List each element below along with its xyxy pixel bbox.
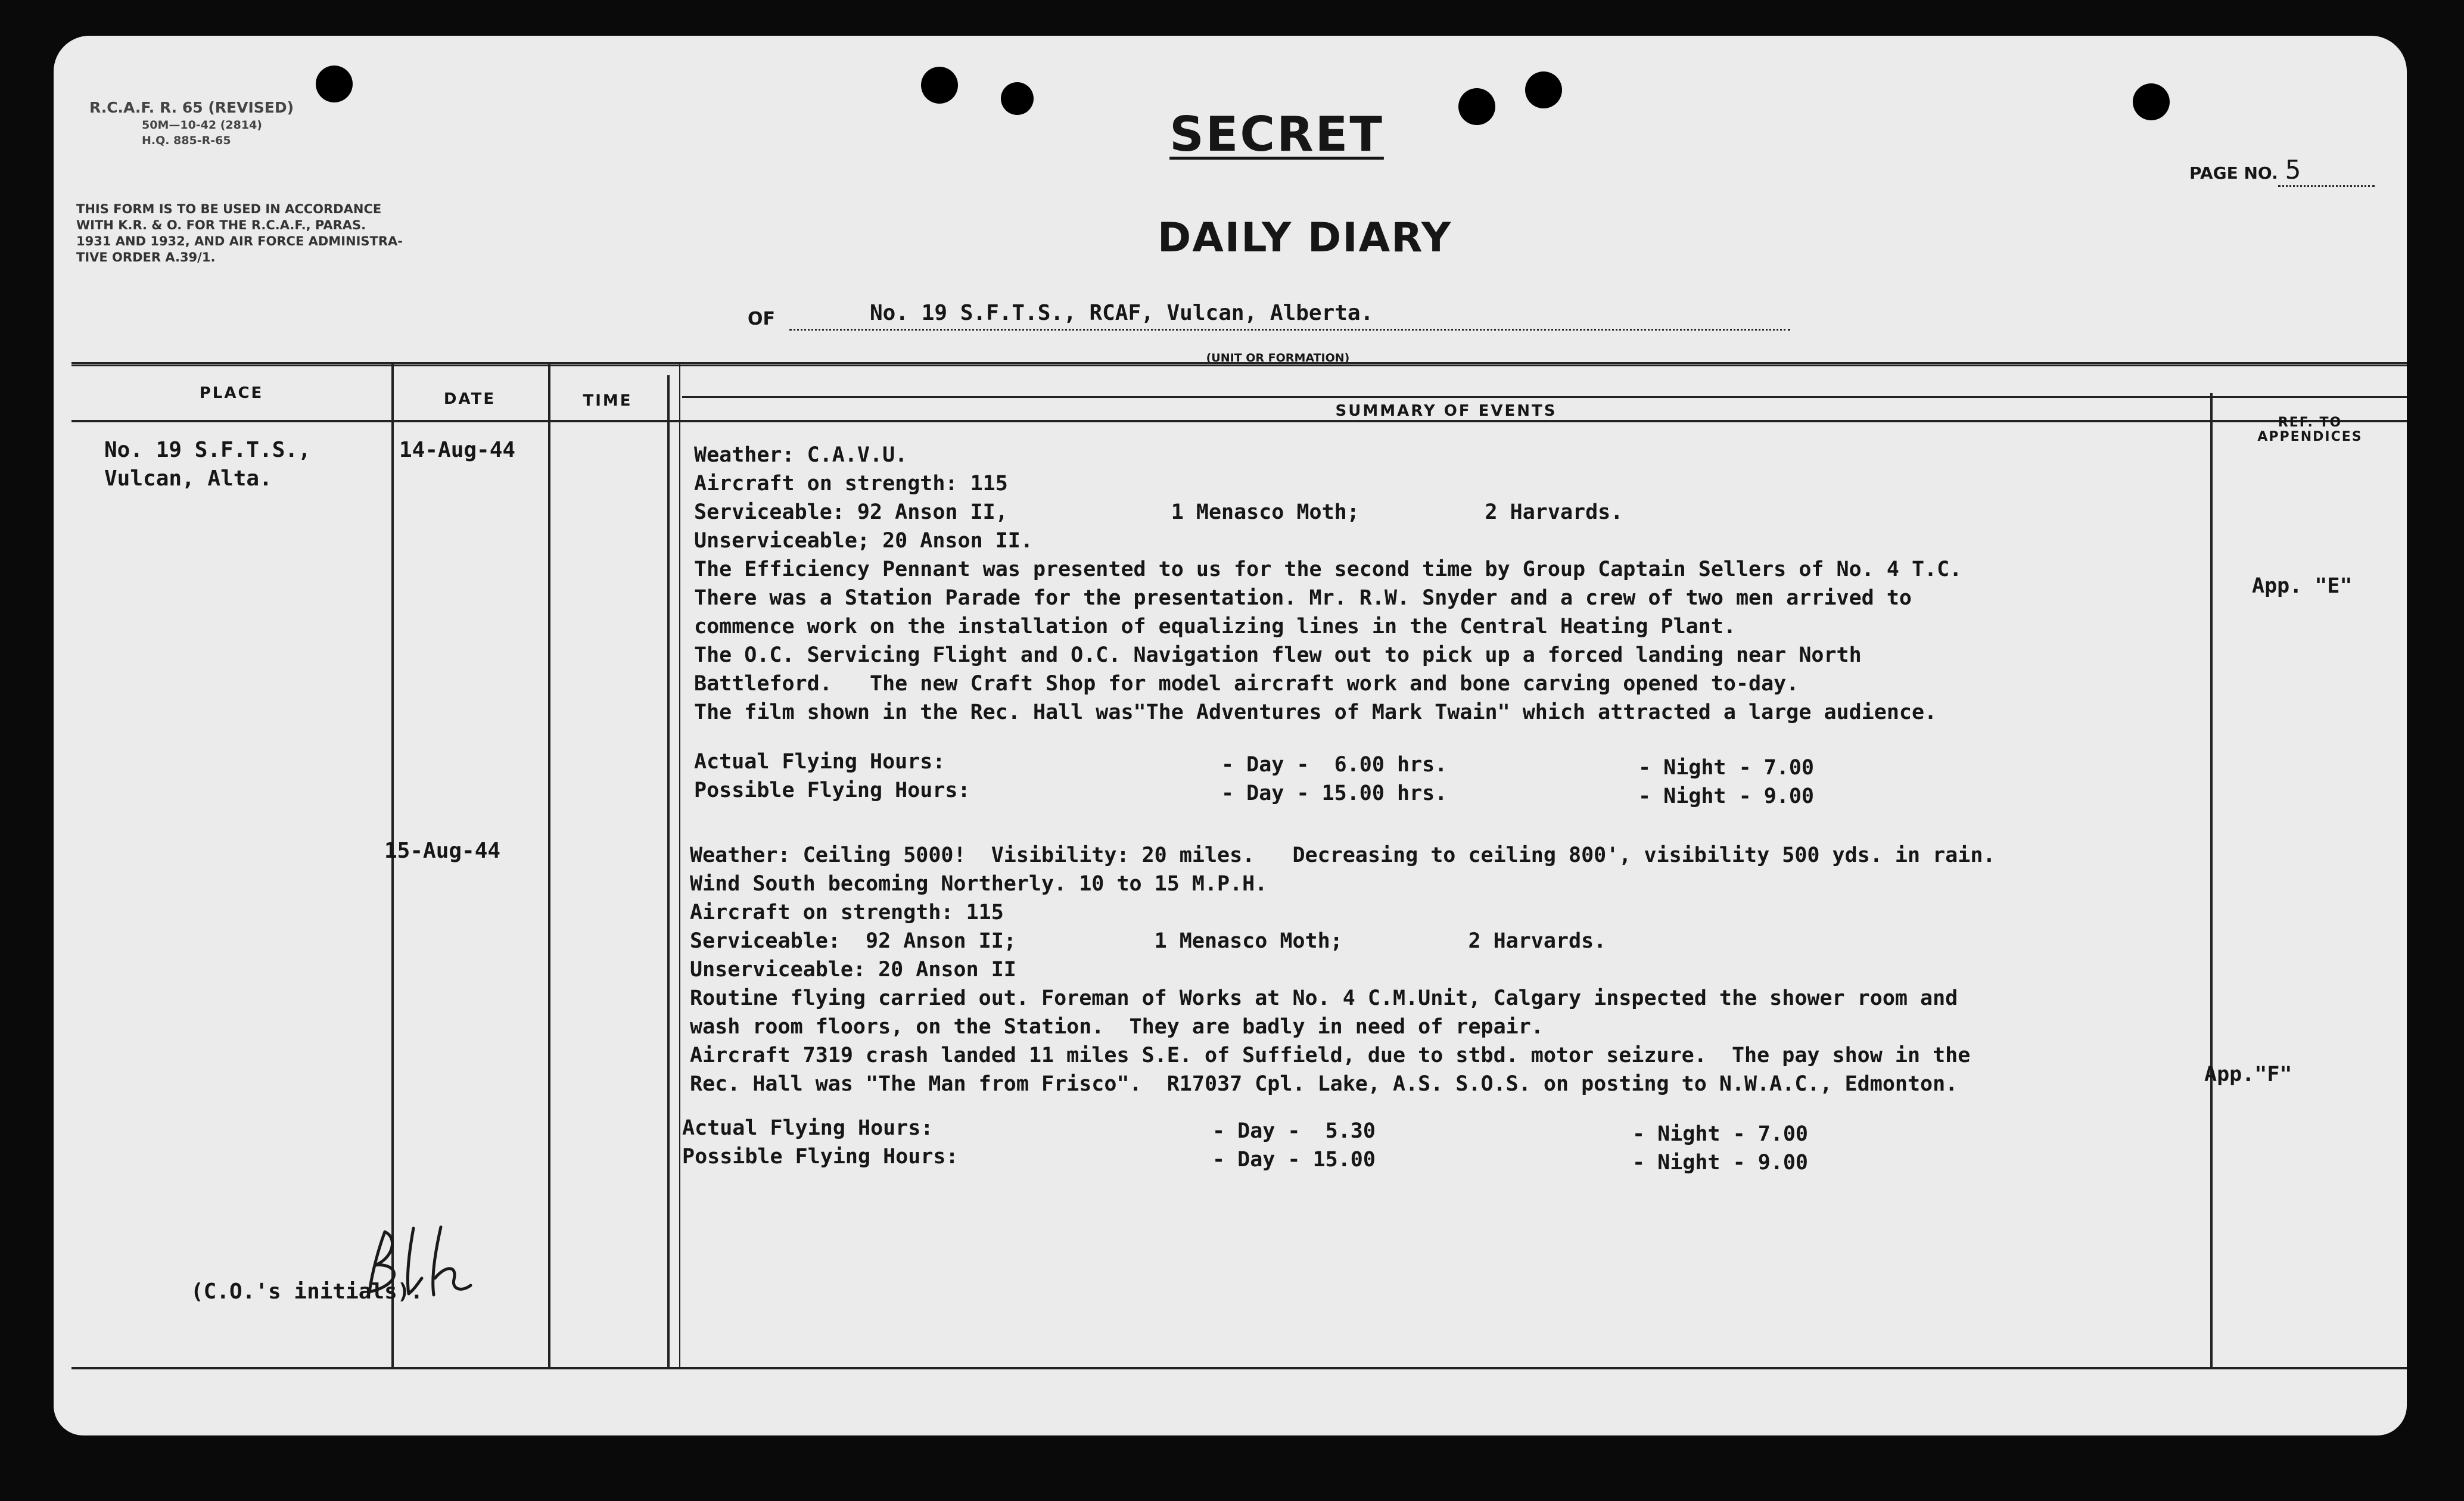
summary-line: Unserviceable; 20 Anson II. bbox=[694, 529, 1033, 553]
summary-line: wash room floors, on the Station. They are badly in need of repair. bbox=[690, 1015, 1544, 1039]
page-number-label: PAGE NO. bbox=[2189, 163, 2278, 183]
unit-caption: (UNIT OR FORMATION) bbox=[1206, 351, 1350, 365]
summary-line: Unserviceable: 20 Anson II bbox=[690, 958, 1016, 982]
authority-notice-line: WITH K.R. & O. FOR THE R.C.A.F., PARAS. bbox=[76, 218, 366, 232]
summary-line: Wind South becoming Northerly. 10 to 15 M.P.H. bbox=[690, 872, 1268, 896]
hours-day: - Day - 15.00 hrs. bbox=[1221, 781, 1448, 805]
header-place: PLACE bbox=[199, 384, 264, 402]
hours-day: - Day - 6.00 hrs. bbox=[1221, 753, 1448, 777]
table-top-rule bbox=[71, 365, 2407, 366]
summary-header-rule bbox=[682, 396, 2407, 398]
entry-date: 14-Aug-44 bbox=[399, 438, 516, 462]
hours-night: - Night - 9.00 bbox=[1632, 1151, 1809, 1175]
punch-hole bbox=[1001, 82, 1034, 115]
summary-line: commence work on the installation of equalizing lines in the Central Heating Plant. bbox=[694, 615, 1736, 639]
authority-notice-line: THIS FORM IS TO BE USED IN ACCORDANCE bbox=[76, 202, 382, 216]
summary-line: Serviceable: 92 Anson II, 1 Menasco Moth; 2 Harvards. bbox=[694, 500, 1623, 524]
authority-notice bbox=[76, 201, 529, 266]
place-line: No. 19 S.F.T.S., bbox=[104, 438, 311, 462]
summary-line: The Efficiency Pennant was presented to us for the second time by Group Captain Sellers of No. 4 T.C. bbox=[694, 558, 1962, 581]
table-bottom-rule bbox=[71, 1367, 2407, 1369]
header-date: DATE bbox=[443, 390, 496, 408]
diary-page bbox=[54, 36, 2407, 1435]
authority-notice-line: TIVE ORDER A.39/1. bbox=[76, 250, 216, 264]
column-divider bbox=[2210, 393, 2213, 1369]
header-summary: SUMMARY OF EVENTS bbox=[1335, 402, 1557, 420]
hours-label: Actual Flying Hours: bbox=[694, 750, 945, 774]
co-initials-label: (C.O.'s initials). bbox=[191, 1279, 424, 1304]
summary-line: Weather: Ceiling 5000! Visibility: 20 miles. Decreasing to ceiling 800', visibility 500 yds. in rain. bbox=[690, 843, 1996, 867]
header-time: TIME bbox=[583, 392, 633, 410]
diary-title: DAILY DIARY bbox=[1157, 214, 1452, 261]
form-identifier bbox=[89, 98, 294, 148]
unit-value: No. 19 S.F.T.S., RCAF, Vulcan, Alberta. bbox=[789, 298, 1790, 331]
hours-label: Possible Flying Hours: bbox=[682, 1145, 959, 1169]
punch-hole bbox=[1525, 71, 1562, 108]
summary-line: Serviceable: 92 Anson II; 1 Menasco Moth; 2 Harvards. bbox=[690, 929, 1607, 953]
punch-hole bbox=[2133, 83, 2170, 120]
form-print-code: 50M—10-42 (2814) bbox=[142, 119, 262, 132]
punch-hole bbox=[921, 67, 958, 104]
page-number-field bbox=[2189, 155, 2375, 187]
authority-notice-line: 1931 AND 1932, AND AIR FORCE ADMINISTRA- bbox=[76, 234, 403, 248]
summary-line: Aircraft on strength: 115 bbox=[694, 472, 1008, 496]
column-divider bbox=[679, 362, 680, 1369]
summary-line: Rec. Hall was "The Man from Frisco". R17037 Cpl. Lake, A.S. S.O.S. on posting to N.W.A.C., Edmonton. bbox=[690, 1072, 1958, 1096]
punch-hole bbox=[316, 66, 353, 102]
co-initials-signature bbox=[351, 1221, 494, 1310]
hours-day: - Day - 15.00 bbox=[1212, 1148, 1376, 1172]
summary-line: The O.C. Servicing Flight and O.C. Navigation flew out to pick up a forced landing near North bbox=[694, 643, 1862, 667]
hours-night: - Night - 9.00 bbox=[1638, 784, 1815, 808]
hours-night: - Night - 7.00 bbox=[1638, 756, 1815, 780]
hours-label: Possible Flying Hours: bbox=[694, 778, 970, 802]
header-ref-line2: APPENDICES bbox=[2257, 429, 2363, 444]
column-divider bbox=[548, 362, 550, 1369]
place-line: Vulcan, Alta. bbox=[104, 466, 272, 491]
summary-line: Aircraft 7319 crash landed 11 miles S.E. of Suffield, due to stbd. motor seizure. The pay show in the bbox=[690, 1044, 1971, 1067]
security-classification: SECRET bbox=[1169, 107, 1384, 162]
summary-line: Aircraft on strength: 115 bbox=[690, 901, 1004, 924]
column-divider bbox=[391, 362, 394, 1369]
summary-line: Weather: C.A.V.U. bbox=[694, 443, 908, 467]
hours-label: Actual Flying Hours: bbox=[682, 1116, 934, 1140]
punch-hole bbox=[1458, 88, 1495, 125]
form-hq-code: H.Q. 885-R-65 bbox=[142, 134, 231, 147]
appendix-reference: App."F" bbox=[2204, 1063, 2292, 1086]
page-number-value: 5 bbox=[2278, 155, 2375, 187]
summary-line: Battleford. The new Craft Shop for model aircraft work and bone carving opened to-day. bbox=[694, 672, 1799, 696]
summary-line: Routine flying carried out. Foreman of Works at No. 4 C.M.Unit, Calgary inspected the shower room and bbox=[690, 986, 1958, 1010]
hours-day: - Day - 5.30 bbox=[1212, 1119, 1376, 1143]
form-number: R.C.A.F. R. 65 (REVISED) bbox=[89, 99, 294, 116]
hours-night: - Night - 7.00 bbox=[1632, 1122, 1809, 1146]
table-top-rule bbox=[71, 362, 2407, 365]
column-divider bbox=[667, 375, 670, 1369]
summary-line: There was a Station Parade for the presentation. Mr. R.W. Snyder and a crew of two men arrived to bbox=[694, 586, 1912, 610]
header-ref-line1: REF. TO bbox=[2278, 415, 2342, 430]
header-bottom-rule bbox=[71, 420, 2407, 422]
appendix-reference: App. "E" bbox=[2252, 574, 2353, 598]
summary-line: The film shown in the Rec. Hall was"The Adventures of Mark Twain" which attracted a large audience. bbox=[694, 700, 1937, 724]
of-label: OF bbox=[748, 309, 775, 329]
entry-date: 15-Aug-44 bbox=[384, 839, 501, 863]
